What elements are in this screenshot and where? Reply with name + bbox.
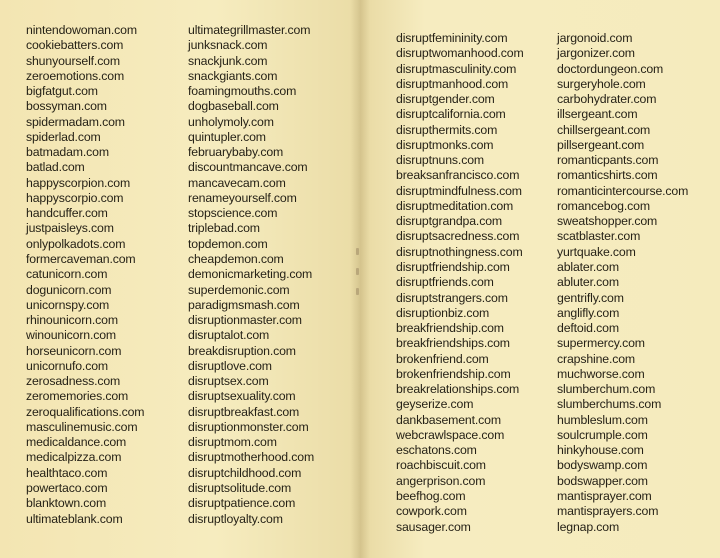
domain-entry: topdemon.com	[188, 236, 268, 251]
domain-entry: disruptsacredness.com	[396, 229, 520, 244]
domain-entry: angerprison.com	[396, 473, 486, 488]
domain-entry: disruptmotherhood.com	[188, 450, 315, 465]
domain-entry: quintupler.com	[188, 129, 266, 144]
domain-entry: abluter.com	[557, 275, 619, 290]
book-gutter	[350, 0, 370, 558]
domain-entry: illsergeant.com	[557, 107, 638, 122]
domain-entry: disruptsexuality.com	[188, 389, 296, 404]
domain-entry: breakfriendships.com	[396, 336, 510, 351]
domain-entry: spidermadam.com	[26, 114, 125, 129]
domain-list-column-3	[396, 31, 524, 535]
domain-entry: stopscience.com	[188, 206, 278, 221]
domain-entry: disruptfemininity.com	[396, 31, 508, 45]
domain-entry: deftoid.com	[557, 321, 619, 336]
domain-entry: foamingmouths.com	[188, 84, 297, 99]
domain-entry: disruptgender.com	[396, 92, 495, 107]
domain-entry: disruptpatience.com	[188, 496, 296, 511]
domain-entry: triplebad.com	[188, 221, 260, 236]
domain-entry: roachbiscuit.com	[396, 458, 486, 473]
domain-entry: disruptwomanhood.com	[396, 46, 524, 61]
domain-entry: ultimategrillmaster.com	[188, 23, 311, 37]
domain-entry: unholymoly.com	[188, 114, 274, 129]
domain-entry: breaksanfrancisco.com	[396, 168, 520, 183]
domain-entry: justpaisleys.com	[26, 221, 114, 236]
domain-entry: bossyman.com	[26, 99, 107, 114]
domain-entry: batlad.com	[26, 160, 85, 175]
domain-entry: catunicorn.com	[26, 267, 108, 282]
domain-entry: disruptloyalty.com	[188, 511, 283, 526]
domain-entry: medicaldance.com	[26, 435, 127, 450]
domain-entry: bigfatgut.com	[26, 84, 98, 99]
domain-entry: doctordungeon.com	[557, 61, 664, 76]
domain-entry: zeromemories.com	[26, 389, 129, 404]
domain-entry: romanticintercourse.com	[557, 183, 689, 198]
domain-entry: mantisprayer.com	[557, 488, 652, 503]
domain-entry: disruptmeditation.com	[396, 198, 514, 213]
domain-entry: formercaveman.com	[26, 251, 136, 266]
domain-entry: zerosadness.com	[26, 374, 121, 389]
domain-entry: bodswapper.com	[557, 473, 648, 488]
domain-entry: brokenfriendship.com	[396, 366, 511, 381]
staple-mark	[356, 288, 359, 295]
domain-entry: humbleslum.com	[557, 412, 648, 427]
domain-entry: gentrifly.com	[557, 290, 624, 305]
domain-entry: disruptfriends.com	[396, 275, 494, 290]
domain-entry: cowpork.com	[396, 504, 467, 519]
domain-entry: disruptchildhood.com	[188, 465, 302, 480]
domain-entry: scatblaster.com	[557, 229, 641, 244]
domain-entry: snackjunk.com	[188, 53, 268, 68]
domain-entry: unicornufo.com	[26, 358, 108, 373]
domain-entry: disruptsex.com	[188, 374, 269, 389]
domain-entry: unicornspy.com	[26, 297, 110, 312]
domain-entry: chillsergeant.com	[557, 122, 651, 137]
domain-entry: disruptionbiz.com	[396, 305, 490, 320]
domain-entry: renameyourself.com	[188, 190, 297, 205]
domain-entry: anglifly.com	[557, 305, 620, 320]
domain-entry: yurtquake.com	[557, 244, 636, 259]
domain-entry: slumberchums.com	[557, 397, 662, 412]
domain-entry: disruptgrandpa.com	[396, 214, 502, 229]
domain-entry: demonicmarketing.com	[188, 267, 313, 282]
domain-entry: supermercy.com	[557, 336, 645, 351]
domain-entry: pillsergeant.com	[557, 137, 645, 152]
domain-entry: sweatshopper.com	[557, 214, 658, 229]
domain-entry: carbohydrater.com	[557, 92, 657, 107]
domain-entry: disruptbreakfast.com	[188, 404, 300, 419]
domain-entry: geyserize.com	[396, 397, 474, 412]
domain-entry: disruptmonks.com	[396, 137, 494, 152]
domain-entry: healthtaco.com	[26, 465, 108, 480]
domain-entry: horseunicorn.com	[26, 343, 122, 358]
domain-entry: happyscorpion.com	[26, 175, 131, 190]
domain-entry: disruptnuns.com	[396, 153, 484, 168]
domain-entry: superdemonic.com	[188, 282, 290, 297]
domain-entry: disruptmasculinity.com	[396, 61, 517, 76]
domain-entry: brokenfriend.com	[396, 351, 489, 366]
domain-entry: crapshine.com	[557, 351, 636, 366]
domain-entry: surgeryhole.com	[557, 76, 646, 91]
domain-entry: disrupthermits.com	[396, 122, 498, 137]
domain-entry: disruptmom.com	[188, 435, 277, 450]
domain-entry: eschatons.com	[396, 443, 477, 458]
domain-entry: dogbaseball.com	[188, 99, 279, 114]
domain-entry: disruptnothingness.com	[396, 244, 523, 259]
domain-entry: disruptfriendship.com	[396, 259, 510, 274]
domain-entry: disruptmindfulness.com	[396, 183, 522, 198]
domain-entry: dankbasement.com	[396, 412, 501, 427]
domain-entry: februarybaby.com	[188, 145, 284, 160]
domain-entry: powertaco.com	[26, 480, 108, 495]
domain-list-column-2	[188, 23, 314, 527]
domain-entry: jargonoid.com	[557, 31, 633, 45]
domain-entry: happyscorpio.com	[26, 190, 124, 205]
domain-entry: disruptcalifornia.com	[396, 107, 506, 122]
domain-entry: discountmancave.com	[188, 160, 308, 175]
domain-entry: rhinounicorn.com	[26, 313, 118, 328]
domain-entry: muchworse.com	[557, 366, 645, 381]
domain-entry: mantisprayers.com	[557, 504, 659, 519]
domain-entry: webcrawlspace.com	[396, 427, 505, 442]
domain-entry: romancebog.com	[557, 198, 650, 213]
domain-entry: jargonizer.com	[557, 46, 635, 61]
domain-entry: blanktown.com	[26, 496, 107, 511]
domain-entry: batmadam.com	[26, 145, 109, 160]
domain-entry: disruptionmonster.com	[188, 419, 309, 434]
domain-entry: ultimateblank.com	[26, 511, 123, 526]
domain-entry: disruptionmaster.com	[188, 313, 302, 328]
domain-entry: breakdisruption.com	[188, 343, 296, 358]
domain-entry: disruptlove.com	[188, 358, 272, 373]
domain-entry: zeroqualifications.com	[26, 404, 145, 419]
domain-entry: beefhog.com	[396, 488, 466, 503]
domain-entry: bodyswamp.com	[557, 458, 648, 473]
domain-entry: cheapdemon.com	[188, 251, 284, 266]
domain-entry: soulcrumple.com	[557, 427, 648, 442]
domain-entry: paradigmsmash.com	[188, 297, 300, 312]
domain-entry: onlypolkadots.com	[26, 236, 126, 251]
domain-entry: disruptalot.com	[188, 328, 270, 343]
domain-list-column-1	[26, 23, 144, 527]
domain-entry: handcuffer.com	[26, 206, 108, 221]
domain-entry: spiderlad.com	[26, 129, 101, 144]
domain-entry: hinkyhouse.com	[557, 443, 644, 458]
domain-entry: nintendowoman.com	[26, 23, 137, 37]
domain-entry: disruptmanhood.com	[396, 76, 509, 91]
domain-entry: snackgiants.com	[188, 68, 278, 83]
staple-mark	[356, 248, 359, 255]
domain-entry: disruptsolitude.com	[188, 480, 292, 495]
domain-entry: legnap.com	[557, 519, 620, 534]
domain-entry: romanticpants.com	[557, 153, 659, 168]
domain-entry: zeroemotions.com	[26, 68, 125, 83]
domain-entry: dogunicorn.com	[26, 282, 112, 297]
domain-entry: sausager.com	[396, 519, 471, 534]
domain-entry: breakrelationships.com	[396, 382, 520, 397]
domain-entry: masculinemusic.com	[26, 419, 138, 434]
domain-list-column-4	[557, 31, 688, 535]
domain-entry: breakfriendship.com	[396, 321, 504, 336]
domain-entry: winounicorn.com	[26, 328, 117, 343]
domain-entry: cookiebatters.com	[26, 38, 124, 53]
domain-entry: slumberchum.com	[557, 382, 656, 397]
domain-entry: shunyourself.com	[26, 53, 120, 68]
domain-entry: medicalpizza.com	[26, 450, 122, 465]
domain-entry: mancavecam.com	[188, 175, 286, 190]
domain-entry: ablater.com	[557, 259, 619, 274]
staple-mark	[356, 268, 359, 275]
domain-entry: romanticshirts.com	[557, 168, 658, 183]
domain-entry: disruptstrangers.com	[396, 290, 508, 305]
domain-entry: junksnack.com	[188, 38, 268, 53]
